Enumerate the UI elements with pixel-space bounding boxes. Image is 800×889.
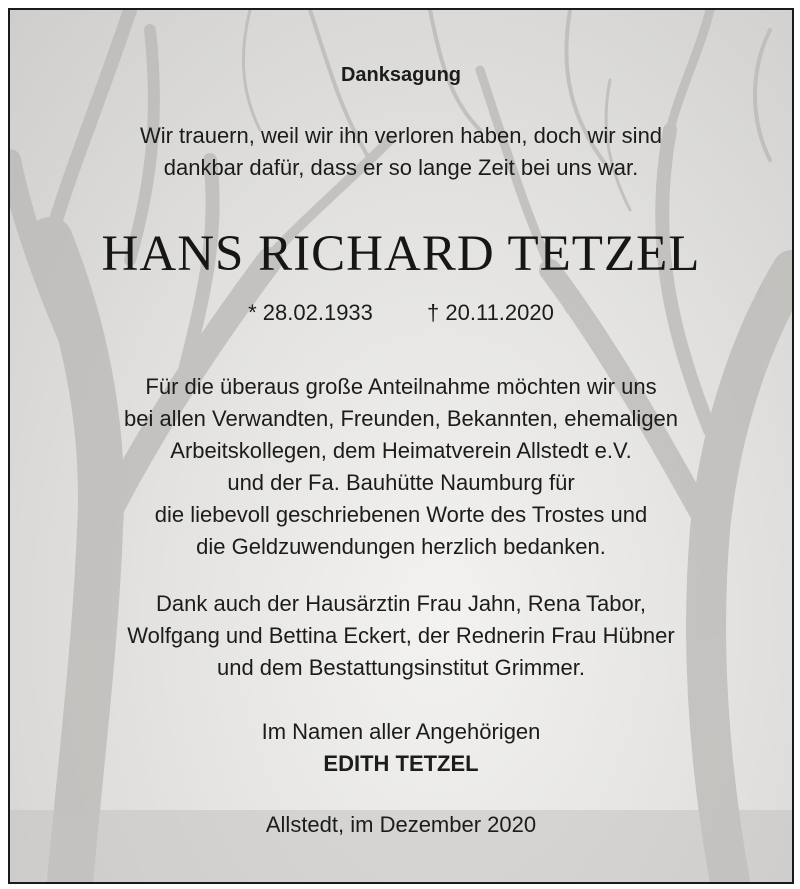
deceased-name: HANS RICHARD TETZEL [101,226,701,282]
notice-text [10,10,792,882]
obituary-notice [8,8,794,884]
closing-line: Im Namen aller Angehörigen [261,719,541,744]
death-date: † 20.11.2020 [427,300,554,325]
paragraph-line: und der Fa. Bauhütte Naumburg für [227,470,575,495]
additional-thanks [10,588,792,684]
paragraph-line: die Geldzuwendungen herzlich bedanken. [196,534,606,559]
life-dates [10,300,792,326]
verse [10,120,792,184]
verse-line: Wir trauern, weil wir ihn verloren haben, doch wir sind [139,123,663,148]
paragraph-line: und dem Bestattungsinstitut Grimmer. [216,655,586,680]
thanks-paragraph [10,371,792,563]
paragraph-line: Für die überaus große Anteilnahme möchten wir uns [145,374,657,399]
paragraph-line: bei allen Verwandten, Freunden, Bekannten, ehemaligen [123,406,679,431]
signer-name: EDITH TETZEL [323,751,479,776]
place-date: Allstedt, im Dezember 2020 [265,812,537,837]
heading: Danksagung [340,64,462,86]
paragraph-line: Arbeitskollegen, dem Heimatverein Allstedt e.V. [170,438,632,463]
verse-line: dankbar dafür, dass er so lange Zeit bei uns war. [163,155,639,180]
birth-date: * 28.02.1933 [248,300,373,325]
paragraph-line: Wolfgang und Bettina Eckert, der Rednerin Frau Hübner [127,623,675,648]
paragraph-line: die liebevoll geschriebenen Worte des Trostes und [154,502,648,527]
signature-block [10,716,792,780]
paragraph-line: Dank auch der Hausärztin Frau Jahn, Rena Tabor, [156,591,646,616]
